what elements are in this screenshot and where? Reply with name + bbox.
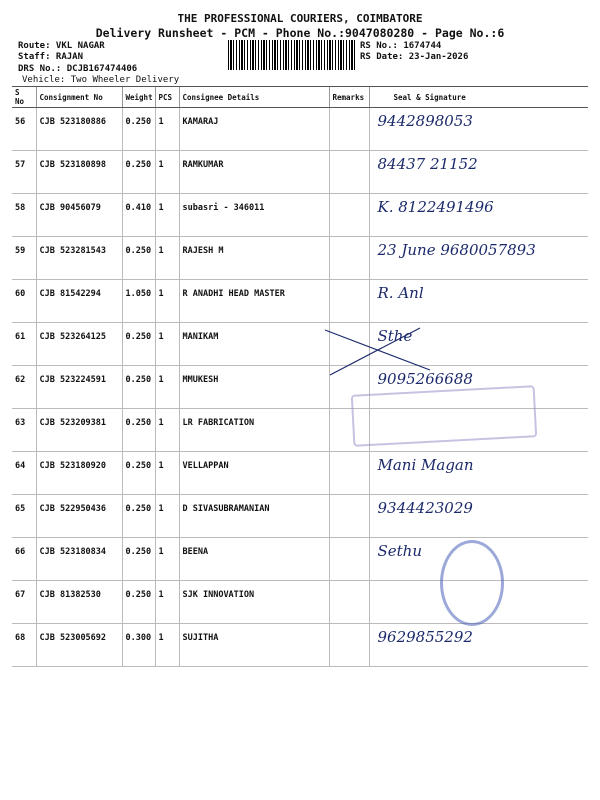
- consignment-no-cell: CJB 523180834: [36, 538, 122, 581]
- remarks-cell: [329, 194, 369, 237]
- weight-cell: 0.250: [122, 581, 155, 624]
- sno-cell: 65: [12, 495, 36, 538]
- remarks-cell: [329, 108, 369, 151]
- signature-cell: [369, 280, 588, 323]
- col-consignment-no: Consignment No: [36, 87, 122, 108]
- pcs-cell: 1: [155, 237, 179, 280]
- consignee-cell: subasri - 346011: [179, 194, 329, 237]
- cross-scribble: [320, 320, 440, 380]
- table-row: [12, 151, 588, 194]
- table-header-row: [12, 87, 588, 108]
- barcode: [228, 40, 356, 70]
- remarks-cell: [329, 280, 369, 323]
- weight-cell: 1.050: [122, 280, 155, 323]
- remarks-cell: [329, 538, 369, 581]
- weight-cell: 0.250: [122, 452, 155, 495]
- rs-number: RS No.: 1674744: [360, 41, 442, 51]
- consignment-no-cell: CJB 523180898: [36, 151, 122, 194]
- signature-cell: [369, 237, 588, 280]
- consignee-cell: D SIVASUBRAMANIAN: [179, 495, 329, 538]
- runsheet-subtitle: Delivery Runsheet - PCM - Phone No.:9047080280 - Page No.:6: [95, 26, 505, 40]
- weight-cell: 0.250: [122, 151, 155, 194]
- remarks-cell: [329, 495, 369, 538]
- consignee-cell: RAJESH M: [179, 237, 329, 280]
- staff-label: Staff: RAJAN: [18, 52, 84, 62]
- handwritten-signature: 9629855292: [377, 628, 473, 646]
- signature-cell: [369, 108, 588, 151]
- consignee-cell: MMUKESH: [179, 366, 329, 409]
- weight-cell: 0.250: [122, 366, 155, 409]
- handwritten-signature: K. 8122491496: [377, 198, 494, 216]
- remarks-cell: [329, 237, 369, 280]
- consignee-cell: MANIKAM: [179, 323, 329, 366]
- consignee-cell: SJK INNOVATION: [179, 581, 329, 624]
- consignee-cell: SUJITHA: [179, 624, 329, 667]
- consignee-cell: RAMKUMAR: [179, 151, 329, 194]
- sno-cell: 60: [12, 280, 36, 323]
- round-seal-stamp: [440, 540, 504, 626]
- weight-cell: 0.410: [122, 194, 155, 237]
- weight-cell: 0.250: [122, 237, 155, 280]
- sno-cell: 61: [12, 323, 36, 366]
- col-consignee: Consignee Details: [179, 87, 329, 108]
- signature-cell: [369, 151, 588, 194]
- signature-cell: [369, 194, 588, 237]
- handwritten-signature: 9442898053: [377, 112, 473, 130]
- consignment-no-cell: CJB 523005692: [36, 624, 122, 667]
- vehicle-label: Vehicle: Two Wheeler Delivery: [22, 75, 180, 85]
- handwritten-signature: Mani Magan: [377, 456, 474, 474]
- pcs-cell: 1: [155, 409, 179, 452]
- table-row: [12, 237, 588, 280]
- remarks-cell: [329, 624, 369, 667]
- col-pcs: PCS: [155, 87, 179, 108]
- pcs-cell: 1: [155, 495, 179, 538]
- table-row: [12, 624, 588, 667]
- route-label: Route: VKL NAGAR: [18, 41, 105, 51]
- sno-cell: 64: [12, 452, 36, 495]
- table-row: [12, 280, 588, 323]
- consignment-no-cell: CJB 523264125: [36, 323, 122, 366]
- pcs-cell: 1: [155, 624, 179, 667]
- handwritten-signature: 9095266688: [377, 370, 473, 388]
- pcs-cell: 1: [155, 151, 179, 194]
- pcs-cell: 1: [155, 538, 179, 581]
- weight-cell: 0.250: [122, 538, 155, 581]
- remarks-cell: [329, 581, 369, 624]
- table-row: [12, 452, 588, 495]
- weight-cell: 0.250: [122, 323, 155, 366]
- weight-cell: 0.300: [122, 624, 155, 667]
- weight-cell: 0.250: [122, 108, 155, 151]
- handwritten-signature: Sethu: [377, 542, 423, 560]
- table-row: [12, 495, 588, 538]
- col-weight: Weight: [122, 87, 155, 108]
- consignment-no-cell: CJB 523180886: [36, 108, 122, 151]
- pcs-cell: 1: [155, 194, 179, 237]
- consignee-cell: R ANADHI HEAD MASTER: [179, 280, 329, 323]
- sno-cell: 56: [12, 108, 36, 151]
- table-row: [12, 323, 588, 366]
- signature-cell: [369, 624, 588, 667]
- company-title: THE PROFESSIONAL COURIERS, COIMBATORE: [177, 12, 423, 25]
- consignee-cell: KAMARAJ: [179, 108, 329, 151]
- sno-cell: 66: [12, 538, 36, 581]
- handwritten-signature: 9344423029: [377, 499, 473, 517]
- weight-cell: 0.250: [122, 495, 155, 538]
- handwritten-signature: 84437 21152: [377, 155, 478, 173]
- sno-cell: 57: [12, 151, 36, 194]
- signature-cell: [369, 495, 588, 538]
- drs-number: DRS No.: DCJB167474406: [18, 64, 138, 74]
- signature-cell: [369, 452, 588, 495]
- consignment-no-cell: CJB 81382530: [36, 581, 122, 624]
- consignment-no-cell: CJB 81542294: [36, 280, 122, 323]
- handwritten-signature: 23 June 9680057893: [377, 241, 536, 259]
- weight-cell: 0.250: [122, 409, 155, 452]
- handwritten-signature: R. Anl: [377, 284, 424, 302]
- sno-cell: 68: [12, 624, 36, 667]
- col-remarks: Remarks: [329, 87, 369, 108]
- pcs-cell: 1: [155, 108, 179, 151]
- consignment-no-cell: CJB 523180920: [36, 452, 122, 495]
- sno-cell: 59: [12, 237, 36, 280]
- sno-cell: 62: [12, 366, 36, 409]
- consignment-no-cell: CJB 522950436: [36, 495, 122, 538]
- consignment-no-cell: CJB 523281543: [36, 237, 122, 280]
- pcs-cell: 1: [155, 280, 179, 323]
- handwritten-signature: Sthe: [377, 327, 413, 345]
- remarks-cell: [329, 452, 369, 495]
- consignee-cell: BEENA: [179, 538, 329, 581]
- pcs-cell: 1: [155, 452, 179, 495]
- table-row: [12, 194, 588, 237]
- pcs-cell: 1: [155, 581, 179, 624]
- pcs-cell: 1: [155, 366, 179, 409]
- consignee-cell: LR FABRICATION: [179, 409, 329, 452]
- sno-cell: 63: [12, 409, 36, 452]
- sno-cell: 58: [12, 194, 36, 237]
- consignment-no-cell: CJB 90456079: [36, 194, 122, 237]
- sno-cell: 67: [12, 581, 36, 624]
- col-sno: S No: [12, 87, 36, 108]
- consignment-no-cell: CJB 523209381: [36, 409, 122, 452]
- table-row: [12, 108, 588, 151]
- rs-date: RS Date: 23-Jan-2026: [360, 52, 469, 62]
- consignee-cell: VELLAPPAN: [179, 452, 329, 495]
- consignment-no-cell: CJB 523224591: [36, 366, 122, 409]
- remarks-cell: [329, 151, 369, 194]
- company-stamp: [351, 385, 537, 447]
- col-seal-signature: Seal & Signature: [369, 87, 588, 108]
- pcs-cell: 1: [155, 323, 179, 366]
